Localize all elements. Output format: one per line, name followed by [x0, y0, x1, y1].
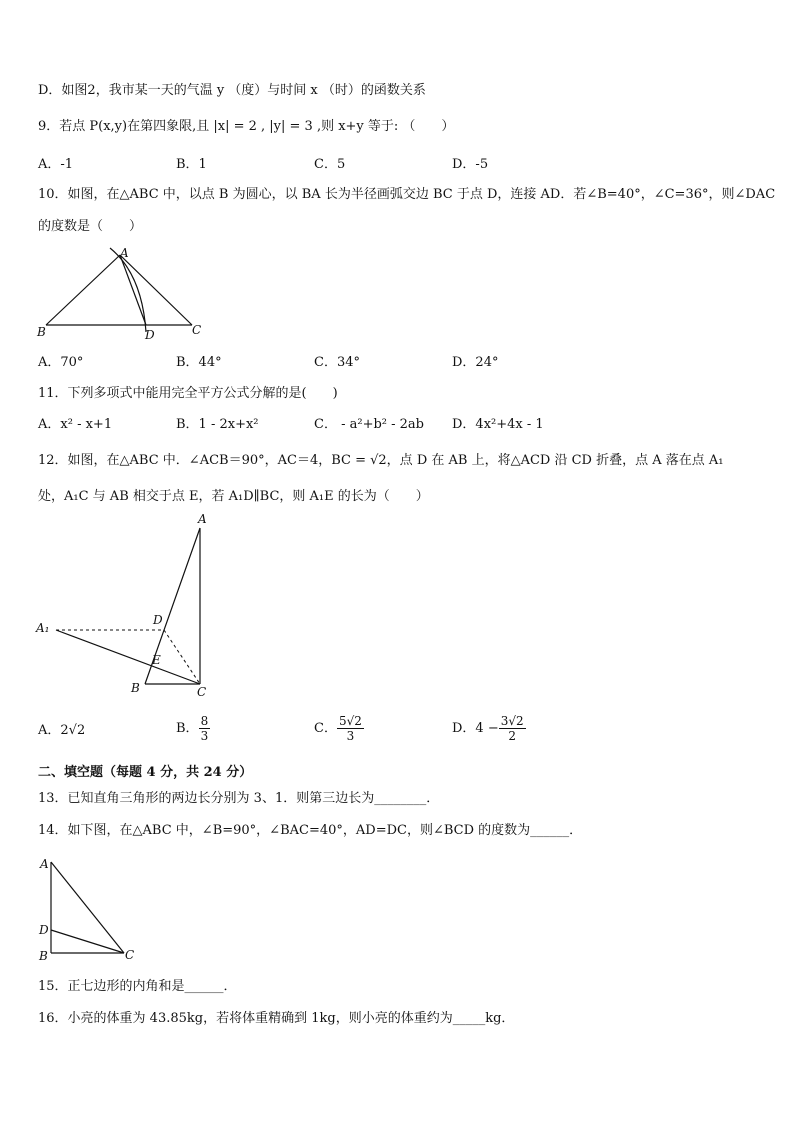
option-d-previous-question: D．如图2，我市某一天的气温 y （度）与时间 x （时）的函数关系 [38, 83, 426, 98]
q11-option-b: B．1 - 2x+x² [176, 417, 259, 432]
figure-q10-triangle [34, 244, 214, 344]
fig10-label-b: B [37, 325, 46, 339]
q11-option-c: C． - a²+b² - 2ab [314, 417, 424, 432]
fig12-label-e: E [152, 653, 161, 667]
figure-q14-triangle [34, 854, 154, 966]
q9-option-c: C．5 [314, 157, 346, 172]
fig14-label-a: A [40, 857, 49, 871]
question-16: 16．小亮的体重为 43.85kg，若将体重精确到 1kg，则小亮的体重约为_____kg． [38, 1011, 515, 1026]
q10-option-a: A．70° [38, 355, 84, 370]
question-13: 13．已知直角三角形的两边长分别为 3、1．则第三边长为________． [38, 791, 440, 806]
q9-option-a: A．-1 [38, 157, 74, 172]
fig12-label-a1: A₁ [36, 621, 50, 635]
fig10-label-a: A [120, 246, 129, 260]
q9-option-b: B．1 [176, 157, 207, 172]
fig14-label-d: D [39, 923, 49, 937]
question-12-line2: 处，A₁C 与 AB 相交于点 E，若 A₁D∥BC，则 A₁E 的长为（ ） [38, 489, 429, 504]
q12-option-a: A．2√2 [38, 723, 86, 738]
question-12-line1: 12．如图，在△ABC 中．∠ACB＝90°，AC＝4，BC = √2，点 D 在 AB 上，将△ACD 沿 CD 折叠，点 A 落在点 A₁ [38, 453, 724, 468]
q12-option-d: D．4 − $\frac{3√2}{2}$ [452, 714, 524, 743]
question-10-line1: 10．如图，在△ABC 中，以点 B 为圆心，以 BA 长为半径画弧交边 BC 于点 D，连接 AD．若∠B=40°，∠C=36°，则∠DAC [38, 187, 776, 202]
figure-q12-folded-triangle [34, 510, 224, 700]
q10-option-b: B．44° [176, 355, 222, 370]
fig10-label-d: D [145, 328, 155, 342]
q10-option-d: D．24° [452, 355, 499, 370]
fig14-label-b: B [39, 949, 48, 963]
fig10-label-c: C [192, 323, 202, 337]
q10-option-c: C．34° [314, 355, 360, 370]
fig12-label-c: C [197, 685, 207, 699]
q11-option-d: D．4x²+4x - 1 [452, 417, 544, 432]
q12-option-b: B． $\frac{8}{3}$ [176, 714, 209, 743]
fig12-label-d: D [153, 613, 163, 627]
question-9: 9．若点 P(x,y)在第四象限,且 |x| = 2 , |y| = 3 ,则 x+y 等于: （ ） [38, 119, 455, 134]
question-10-line2: 的度数是（ ） [38, 219, 143, 234]
fig14-label-c: C [125, 948, 135, 962]
fig12-label-a: A [198, 512, 207, 526]
question-15: 15．正七边形的内角和是______． [38, 979, 237, 994]
q11-option-a: A．x² - x+1 [38, 417, 113, 432]
question-14: 14．如下图，在△ABC 中，∠B=90°，∠BAC=40°，AD=DC，则∠BCD 的度数为______． [38, 823, 583, 838]
section-2-heading: 二、填空题（每题 4 分，共 24 分） [38, 765, 253, 780]
question-11: 11．下列多项式中能用完全平方公式分解的是( ) [38, 386, 338, 401]
q12-option-c: C． $\frac{5√2}{3}$ [314, 714, 362, 743]
fig12-label-b: B [131, 681, 140, 695]
q9-option-d: D．-5 [452, 157, 489, 172]
